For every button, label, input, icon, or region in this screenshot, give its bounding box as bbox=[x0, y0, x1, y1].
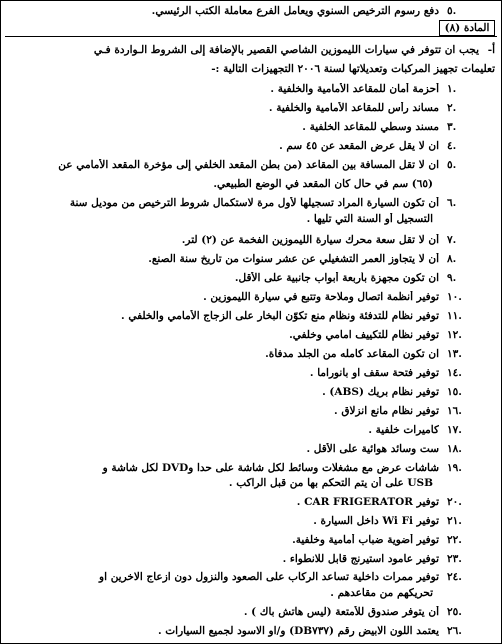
list-item-number: .٢٣ bbox=[447, 553, 462, 565]
list-item-text: ان تكون مجهزة بأربعة أبواب جانبية على الأقل. bbox=[234, 272, 439, 284]
divider-line bbox=[5, 36, 497, 37]
list-item-text: ان لا يقل عرض المقعد عن ٤٥ سم . bbox=[279, 140, 439, 152]
list-item-text: توفير فتحة سقف او بانوراما . bbox=[309, 367, 439, 379]
list-item-number: .٢٢ bbox=[447, 534, 462, 546]
list-item-text: توفير نظام للتدفئة ونظام منع تكوّن البخار على الزجاج الأمامي والخلفي . bbox=[121, 310, 439, 322]
list-item-text: مساند رأس للمقاعد الأمامية والخلفية . bbox=[268, 102, 439, 114]
list-item-number: .١٦ bbox=[447, 405, 462, 417]
paragraph-a-text-1: يجب ان تتوفر في سيارات الليموزين الشاصي القصير بالإضافة إلى الشروط الـواردة فـي bbox=[93, 44, 479, 56]
list-item-text: ان لا تقل المسافة بين المقاعد (من بطن المقعد الخلفي إلى مؤخرة المقعد الأمامي عن bbox=[58, 159, 439, 171]
list-item-text: أن يتوفر صندوق للأمتعة (ليس هاتش باك ) . bbox=[243, 606, 439, 618]
list-item-number: .١ bbox=[447, 83, 457, 95]
list-item-number: .٢٠ bbox=[447, 496, 462, 508]
list-item-number: .٨ bbox=[447, 253, 457, 265]
list-item-number: .٣ bbox=[447, 121, 457, 133]
list-item-number: .١٨ bbox=[447, 443, 462, 455]
list-item-number: .٦ bbox=[447, 197, 457, 209]
list-item-number: .٢٤ bbox=[447, 571, 462, 583]
list-item-text-2: التسجيل أو السنة التي تليها . bbox=[306, 213, 433, 225]
list-item-text-2: USB على أن يتم التحكم بها من قبل الراكب . bbox=[228, 477, 433, 489]
list-item-number: .٧ bbox=[447, 234, 457, 246]
list-item-text: توفير أنظمة اتصال وملاحة وتتبع في سيارة الليموزين . bbox=[203, 291, 439, 303]
list-item-number: .١٩ bbox=[447, 462, 462, 474]
list-item-number: .١٧ bbox=[447, 424, 462, 436]
list-item-text: مسند وسطي للمقاعد الخلفية . bbox=[302, 121, 439, 133]
list-item-number: .٢٦ bbox=[447, 625, 462, 637]
list-item-text: توفير ممرات داخلية تساعد الركاب على الصعود والنزول دون ازعاج الاخرين او bbox=[99, 571, 439, 583]
list-item-text-2: تحريكهم من مقاعدهم . bbox=[330, 587, 433, 599]
list-item-number: .٢١ bbox=[447, 515, 462, 527]
list-item-text: أن لا تقل سعة محرك سيارة الليموزين الفخمة عن (٢) لتر. bbox=[181, 234, 439, 246]
list-item-text: توفير نظام للتكييف امامي وخلفي. bbox=[289, 329, 439, 341]
list-item-text: توفير CAR FRIGERATOR . bbox=[296, 496, 439, 508]
list-item-text: توفير أضوية ضباب أمامية وخلفية. bbox=[292, 534, 439, 546]
list-item-number: .٢ bbox=[447, 102, 457, 114]
list-item-number: .١٤ bbox=[447, 367, 462, 379]
list-item-text: شاشات عرض مع مشغلات وسائط لكل شاشة على حدا وDVD لكل شاشة و bbox=[102, 462, 439, 474]
paragraph-a-text-2: تعليمات تجهيز المركبات وتعديلاتها لسنة ٢٠٠٦ التجهيزات التالية :- bbox=[211, 63, 495, 75]
list-item-number: .٤ bbox=[447, 140, 457, 152]
list-item-text: توفير عامود استيرنج قابل للانطواء . bbox=[282, 553, 439, 565]
list-item-number: .١٣ bbox=[447, 348, 462, 360]
list-item-text: كاميرات خلفية . bbox=[368, 424, 439, 436]
list-item-text: أحزمة أمان للمقاعد الأمامية والخلفية . bbox=[270, 83, 439, 95]
list-item-text: يعتمد اللون الابيض رقم (DB٧٣٧) و/او الاسود لجميع السيارات . bbox=[157, 625, 439, 637]
list-item-text: أن لا يتجاوز العمر التشغيلي عن عشر سنوات من تاريخ سنة الصنع. bbox=[148, 253, 439, 265]
list-item-text-2: (٦٥) سم في حال كان المقعد في الوضع الطبيعي. bbox=[213, 178, 433, 190]
list-item-number: .٩ bbox=[447, 272, 457, 284]
list-item-number: .١٥ bbox=[447, 386, 462, 398]
list-item-number: .١٠ bbox=[447, 291, 462, 303]
list-item-text: أن تكون السيارة المراد تسجيلها لأول مرة لاستكمال شروط الترخيص من موديل سنة bbox=[69, 197, 439, 209]
paragraph-label: أ- bbox=[487, 44, 495, 56]
list-item-number: .٢٥ bbox=[447, 606, 462, 618]
list-item-text: توفير نظام بريك (ABS) . bbox=[322, 386, 439, 398]
list-item-number: .١١ bbox=[447, 310, 462, 322]
list-item-text: ست وسائد هوائية على الأقل . bbox=[306, 443, 439, 455]
list-item-text: توفير نظام مانع انزلاق . bbox=[334, 405, 439, 417]
top-item-number: .٥ bbox=[447, 5, 457, 17]
list-item-text: ان تكون المقاعد كامله من الجلد مدفأة. bbox=[265, 348, 439, 360]
list-item-number: .١٢ bbox=[447, 329, 462, 341]
article-title: المادة (٨) bbox=[439, 20, 495, 36]
top-item-text: دفع رسوم الترخيص السنوي ويعامل الفرع معاملة الكتب الرئيسي. bbox=[151, 5, 439, 17]
list-item-number: .٥ bbox=[447, 159, 457, 171]
list-item-text: توفير Wi Fi داخل السيارة . bbox=[313, 515, 439, 527]
